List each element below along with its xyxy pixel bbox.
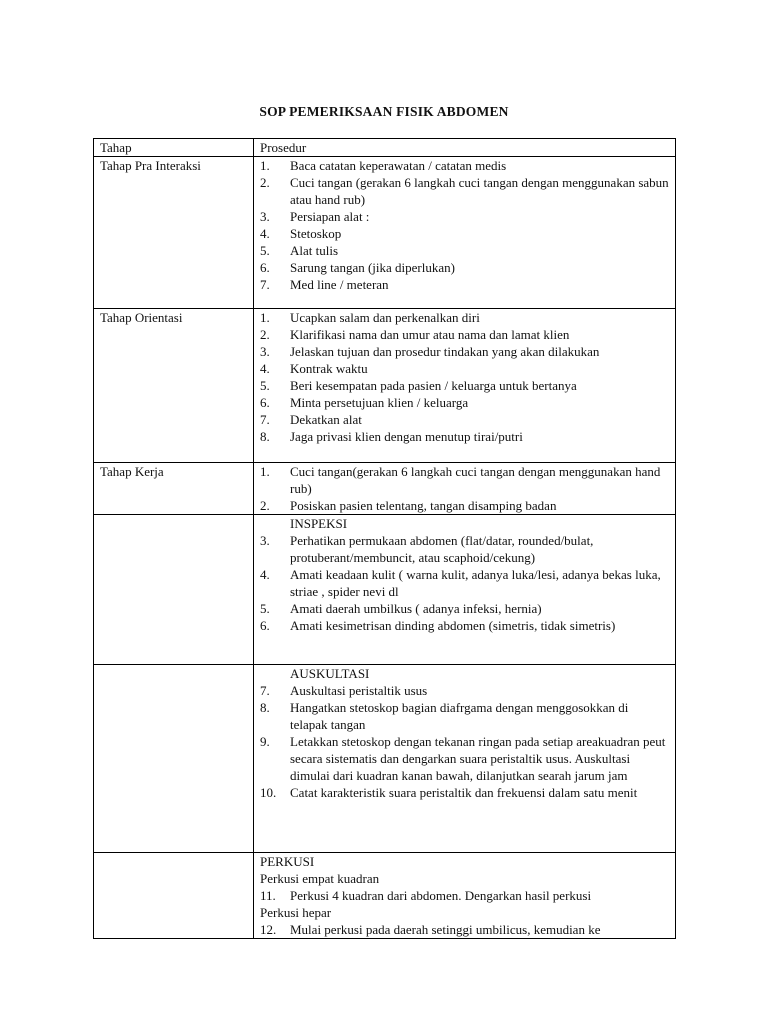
list-item: 9. Letakkan stetoskop dengan tekanan ringan pada setiap areakuadran peut secara sistematis dan dengarkan suara peristaltik usus. Auskultasi dimulai dari kuadran kanan bawah, dilanjutkan searah jarum jam xyxy=(260,734,666,783)
procedure-kerja xyxy=(254,463,676,515)
list-item: 2. Klarifikasi nama dan umur atau nama dan lamat klien xyxy=(260,327,570,342)
subheading-perkusi-empat-kuadran: Perkusi empat kuadran xyxy=(260,871,380,886)
subheading-perkusi-hepar: Perkusi hepar xyxy=(260,905,332,920)
stage-empty xyxy=(94,853,254,939)
header-stage: Tahap xyxy=(94,139,254,157)
list-item: 11. Perkusi 4 kuadran dari abdomen. Dengarkan hasil perkusi xyxy=(260,888,592,903)
stage-empty xyxy=(94,515,254,665)
table-row xyxy=(94,463,676,515)
stage-kerja: Tahap Kerja xyxy=(94,463,254,515)
table-row xyxy=(94,853,676,939)
list-item: 3. Perhatikan permukaan abdomen (flat/datar, rounded/bulat, protuberant/membuncit, atau scaphoid/cekung) xyxy=(260,533,594,565)
section-heading-perkusi: PERKUSI xyxy=(260,854,315,869)
procedure-auskultasi xyxy=(254,665,676,853)
list-item: 5. Amati daerah umbilkus ( adanya infeksi, hernia) xyxy=(260,601,542,616)
table-row xyxy=(94,515,676,665)
list-item: 10. Catat karakteristik suara peristaltik dan frekuensi dalam satu menit xyxy=(260,785,638,800)
document-title: SOP PEMERIKSAAN FISIK ABDOMEN xyxy=(259,104,509,119)
list-item: 1. Baca catatan keperawatan / catatan medis xyxy=(260,158,507,173)
list-item: 6. Amati kesimetrisan dinding abdomen (simetris, tidak simetris) xyxy=(260,618,616,633)
table-row xyxy=(94,309,676,463)
list-item: 6. Sarung tangan (jika diperlukan) xyxy=(260,260,455,275)
list-item: 1. Ucapkan salam dan perkenalkan diri xyxy=(260,310,480,325)
procedure-orientasi xyxy=(254,309,676,463)
list-item: 7. Med line / meteran xyxy=(260,277,389,292)
header-procedure: Prosedur xyxy=(254,139,676,157)
stage-pra-interaksi: Tahap Pra Interaksi xyxy=(94,157,254,309)
list-item: 5. Beri kesempatan pada pasien / keluarga untuk bertanya xyxy=(260,378,577,393)
section-heading-inspeksi: INSPEKSI xyxy=(290,516,348,531)
list-item: 2. Cuci tangan (gerakan 6 langkah cuci tangan dengan menggunakan sabun atau hand rub) xyxy=(260,175,669,207)
list-item: 6. Minta persetujuan klien / keluarga xyxy=(260,395,469,410)
procedure-pra-interaksi xyxy=(254,157,676,309)
list-item: 8. Hangatkan stetoskop bagian diafrgama dengan menggosokkan di telapak tangan xyxy=(260,700,629,732)
table-row xyxy=(94,157,676,309)
section-heading-auskultasi: AUSKULTASI xyxy=(290,666,370,681)
list-item: 8. Jaga privasi klien dengan menutup tirai/putri xyxy=(260,429,523,444)
list-item: 12. Mulai perkusi pada daerah setinggi umbilicus, kemudian ke xyxy=(260,922,601,937)
list-item: 3. Jelaskan tujuan dan prosedur tindakan yang akan dilakukan xyxy=(260,344,600,359)
procedure-inspeksi xyxy=(254,515,676,665)
stage-empty xyxy=(94,665,254,853)
list-item: 4. Amati keadaan kulit ( warna kulit, adanya luka/lesi, adanya bekas luka, striae , spider nevi dl xyxy=(260,567,661,599)
list-item: 7. Auskultasi peristaltik usus xyxy=(260,683,428,698)
list-item: 2. Posiskan pasien telentang, tangan disamping badan xyxy=(260,498,557,513)
list-item: 7. Dekatkan alat xyxy=(260,412,362,427)
table-row xyxy=(94,665,676,853)
list-item: 1. Cuci tangan(gerakan 6 langkah cuci tangan dengan menggunakan hand rub) xyxy=(260,464,661,496)
table-header-row xyxy=(94,139,676,157)
sop-table xyxy=(93,138,676,939)
list-item: 5. Alat tulis xyxy=(260,243,339,258)
list-item: 3. Persiapan alat : xyxy=(260,209,370,224)
procedure-perkusi xyxy=(254,853,676,939)
list-item: 4. Kontrak waktu xyxy=(260,361,368,376)
list-item: 4. Stetoskop xyxy=(260,226,342,241)
stage-orientasi: Tahap Orientasi xyxy=(94,309,254,463)
